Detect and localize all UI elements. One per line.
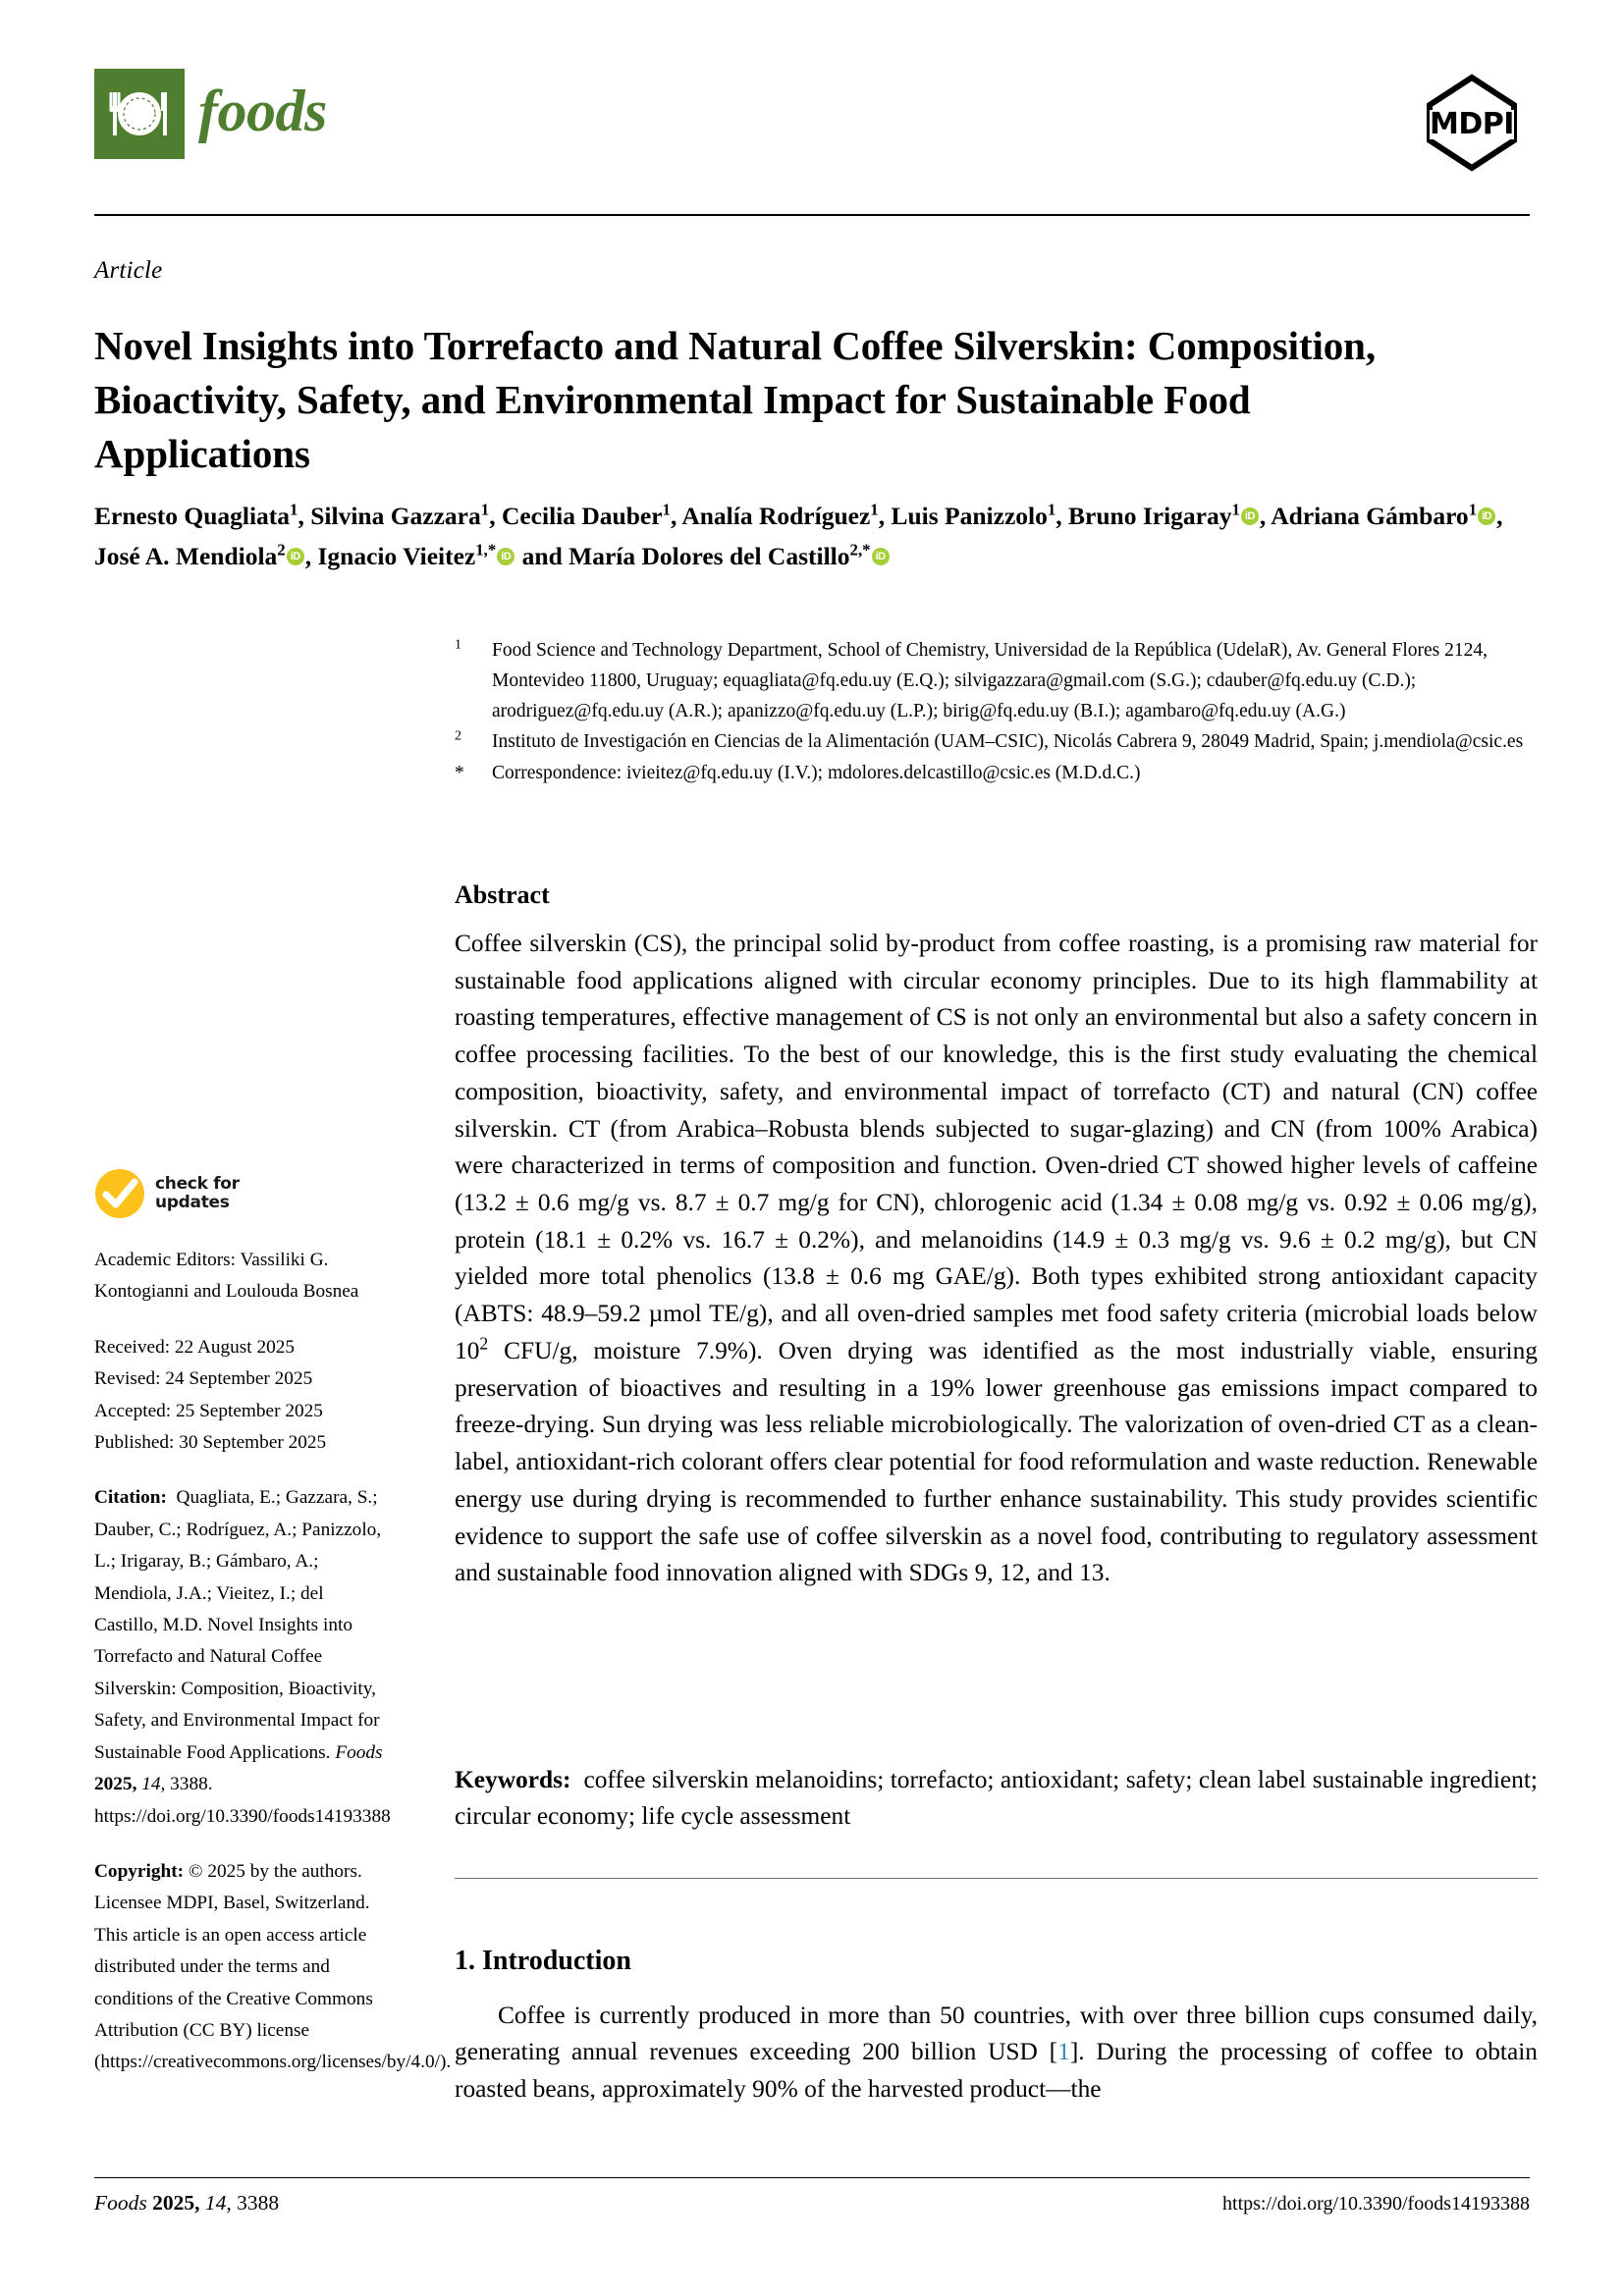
keywords-label: Keywords: bbox=[455, 1766, 571, 1793]
abstract-part-2: CFU/g, moisture 7.9%). Oven drying was identified as the most industrially viable, ensuring preservation of bioactives and resulting in a 19% lower greenhouse gas emissions impact compared to freeze-drying. Sun drying was less reliable microbiologically. The valorization of oven-dried CT as a clean-label, antioxidant-rich colorant offers clear potential for food reformulation and waste reduction. Renewable energy use during drying is recommended to further enhance sustainability. This study provides scientific evidence to support the safe use of coffee silverskin as a novel food, contributing to regulatory assessment and sustainable food innovation aligned with SDGs 9, 12, and 13. bbox=[455, 1336, 1538, 1587]
orcid-icon[interactable]: iD bbox=[872, 548, 890, 565]
keywords-block bbox=[455, 1762, 1538, 1836]
author-affiliation-marker: 2 bbox=[277, 540, 286, 560]
author-name: Silvina Gazzara bbox=[310, 502, 481, 530]
affiliation-marker: 2 bbox=[455, 727, 462, 744]
affiliation-marker: 1 bbox=[455, 636, 462, 653]
orcid-icon[interactable]: iD bbox=[1241, 507, 1259, 525]
page-title: Novel Insights into Torrefacto and Natural Coffee Silverskin: Composition, Bioactivity, Safety, and Environmental Impact for Sustainable Food Applications bbox=[94, 323, 1377, 476]
author-name: María Dolores del Castillo bbox=[568, 542, 850, 571]
academic-editors: Academic Editors: Vassiliki G. Kontogianni and Loulouda Bosnea bbox=[94, 1250, 359, 1303]
intro-text-after-citation: ]. During the processing of coffee to obtain roasted beans, approximately 90% of the harvested product—the bbox=[455, 2038, 1538, 2103]
abstract-heading: Abstract bbox=[455, 881, 550, 909]
affiliation-row bbox=[455, 727, 1535, 758]
journal-brand[interactable] bbox=[94, 69, 327, 159]
date-accepted: Accepted: 25 September 2025 bbox=[94, 1400, 323, 1421]
affiliation-list bbox=[455, 636, 1535, 790]
footer-year: 2025, bbox=[152, 2191, 200, 2215]
check-for-updates-label bbox=[155, 1175, 240, 1212]
footer-divider bbox=[94, 2177, 1530, 2178]
citation-year: 2025, bbox=[94, 1774, 137, 1795]
author-affiliation-marker: 1 bbox=[662, 500, 671, 519]
abstract-part-1: Coffee silverskin (CS), the principal solid by-product from coffee roasting, is a promising raw material for sustainable food applications aligned with circular economy principles. Due to its high flammability at roasting temperatures, effective management of CS is not only an environmental but also a safety concern in coffee processing facilities. To the best of our knowledge, this is the first study evaluating the chemical composition, bioactivity, safety, and environmental impact of torrefacto (CT) and natural (CN) coffee silverskin. CT (from Arabica–Robusta blends subjected to sugar-glazing) and CN (from 100% Arabica) were characterized in terms of composition and function. Oven-dried CT showed higher levels of caffeine (13.2 ± 0.6 mg/g vs. 8.7 ± 0.7 mg/g for CN), chlorogenic acid (1.34 ± 0.08 mg/g vs. 0.92 ± 0.06 mg/g), protein (18.1 ± 0.2% vs. 16.7 ± 0.2%), and melanoidins (14.9 ± 0.3 mg/g vs. 9.6 ± 0.2 mg/g), but CN yielded more total phenolics (13.8 ± 0.6 mg GAE/g). Both types exhibited strong antioxidant capacity (ABTS: 48.9–59.2 µmol TE/g), and all oven-dried samples met food safety criteria (microbial loads below 10 bbox=[455, 930, 1538, 1364]
citation-link-1[interactable]: 1 bbox=[1057, 2038, 1070, 2066]
author-list: Ernesto Quagliata$^1$, Silvina Gazzara$^1$, Cecilia Dauber$^1$, Analía Rodríguez$^1$, Luis Panizzolo$^1$, Bruno Irigaray$^1$ iD , Adriana Gámbaro$^1$ iD , José A. Mendiola$^2$ iD , Ignacio Vieitez$^{1,*}$ iD and María Dolores del Castillo$^{2,*}$ iD bbox=[94, 500, 1503, 571]
footer-pages: 3388 bbox=[237, 2191, 280, 2215]
footer-journal: Foods bbox=[94, 2191, 147, 2215]
copyright-text: © 2025 by the authors. Licensee MDPI, Basel, Switzerland. This article is an open access article distributed under the terms and conditions of the Creative Commons Attribution (CC BY) license (https://creativecommons.org/licenses/by/4.0/). bbox=[94, 1860, 452, 2073]
author-name: Adriana Gámbaro bbox=[1271, 502, 1469, 530]
author-affiliation-marker: 1 bbox=[870, 500, 879, 519]
correspondence-marker: * bbox=[455, 763, 464, 784]
author-affiliation-marker: 1 bbox=[290, 500, 298, 519]
citation-journal: Foods bbox=[335, 1741, 383, 1763]
footer-volume: 14, bbox=[204, 2191, 232, 2215]
footer-doi-link[interactable]: https://doi.org/10.3390/foods14193388 bbox=[1222, 2193, 1530, 2215]
citation-pages: 3388. bbox=[170, 1774, 213, 1795]
footer-citation bbox=[94, 2191, 279, 2216]
copyright-block bbox=[94, 1856, 452, 2079]
abstract-text bbox=[455, 926, 1538, 1592]
date-revised: Revised: 24 September 2025 bbox=[94, 1368, 313, 1390]
masthead bbox=[94, 69, 1530, 177]
author-name: Cecilia Dauber bbox=[501, 502, 663, 530]
section-heading-introduction: 1. Introduction bbox=[455, 1946, 631, 1976]
author-name: Ernesto Quagliata bbox=[94, 502, 291, 530]
author-name: Bruno Irigaray bbox=[1068, 502, 1232, 530]
author-affiliation-marker: 1 bbox=[1231, 500, 1240, 519]
affiliation-text: Instituto de Investigación en Ciencias de la Alimentación (UAM–CSIC), Nicolás Cabrera 9, 28049 Madrid, Spain; j.mendiola@csic.es bbox=[492, 731, 1524, 753]
intro-text-before-citation: Coffee is currently produced in more than 50 countries, with over three billion cups consumed daily, generating annual revenues exceeding 200 billion USD [ bbox=[455, 2002, 1538, 2066]
abstract-superscript: 2 bbox=[479, 1333, 489, 1354]
check-for-updates-badge[interactable] bbox=[94, 1168, 385, 1219]
author-name: Analía Rodríguez bbox=[681, 502, 871, 530]
date-received: Received: 22 August 2025 bbox=[94, 1336, 296, 1358]
svg-text:MDPI: MDPI bbox=[1430, 107, 1514, 141]
article-sidebar bbox=[94, 1168, 452, 2103]
author-affiliation-marker: 2,* bbox=[849, 540, 871, 560]
orcid-icon[interactable]: iD bbox=[1478, 507, 1495, 525]
citation-block bbox=[94, 1482, 391, 1832]
author-name: Ignacio Vieitez bbox=[317, 542, 476, 571]
article-type: Article bbox=[94, 257, 163, 284]
author-affiliation-marker: 1 bbox=[480, 500, 490, 519]
correspondence-row bbox=[455, 759, 1535, 789]
journal-name: foods bbox=[198, 79, 327, 143]
author-affiliation-marker: 1,* bbox=[475, 540, 497, 560]
affiliation-text: Food Science and Technology Department, School of Chemistry, Universidad de la República (UdelaR), Av. General Flores 2124, Montevideo 11800, Uruguay; equagliata@fq.edu.uy (E.Q.); silvigazzara@gmail.com (S.G.); cdauber@fq.edu.uy (C.D.); arodriguez@fq.edu.uy (A.R.); apanizzo@fq.edu.uy (L.P.); birig@fq.edu.uy (B.I.); agambaro@fq.edu.uy (A.G.) bbox=[492, 640, 1489, 721]
check-circle-icon bbox=[94, 1168, 145, 1219]
keywords-text: coffee silverskin melanoidins; torrefacto; antioxidant; safety; clean label sustainable ingredient; circular economy; life cycle assessment bbox=[455, 1766, 1538, 1831]
citation-label: Citation: bbox=[94, 1487, 167, 1509]
author-affiliation-marker: 1 bbox=[1047, 500, 1056, 519]
introduction-paragraph bbox=[455, 1998, 1538, 2108]
check-for-updates-line-1: check for bbox=[155, 1173, 240, 1194]
check-for-updates-line-2: updates bbox=[155, 1193, 230, 1212]
orcid-icon[interactable]: iD bbox=[287, 548, 304, 565]
author-name: Luis Panizzolo bbox=[891, 502, 1048, 530]
affiliation-row bbox=[455, 636, 1535, 726]
citation-doi-link[interactable]: https://doi.org/10.3390/foods14193388 bbox=[94, 1805, 391, 1827]
correspondence-text: Correspondence: ivieitez@fq.edu.uy (I.V.); mdolores.delcastillo@csic.es (M.D.d.C.) bbox=[492, 763, 1141, 784]
article-dates bbox=[94, 1332, 385, 1460]
mdpi-logo-icon[interactable] bbox=[1414, 65, 1530, 181]
keywords-divider bbox=[455, 1878, 1538, 1879]
masthead-divider bbox=[94, 214, 1530, 216]
citation-volume: 14, bbox=[141, 1774, 166, 1795]
copyright-label: Copyright: bbox=[94, 1860, 185, 1882]
orcid-icon[interactable]: iD bbox=[497, 548, 514, 565]
date-published: Published: 30 September 2025 bbox=[94, 1432, 327, 1454]
citation-authors: Quagliata, E.; Gazzara, S.; Dauber, C.; Rodríguez, A.; Panizzolo, L.; Irigaray, B.; Gámbaro, A.; Mendiola, J.A.; Vieitez, I.; del Castillo, M.D. Novel Insights into Torrefacto and Natural Coffee Silverskin: Composition, Bioactivity, Safety, and Environmental Impact for Sustainable Food Applications. bbox=[94, 1487, 382, 1763]
foods-logo-icon bbox=[94, 69, 185, 159]
author-affiliation-marker: 1 bbox=[1468, 500, 1478, 519]
author-name: José A. Mendiola bbox=[94, 542, 278, 571]
